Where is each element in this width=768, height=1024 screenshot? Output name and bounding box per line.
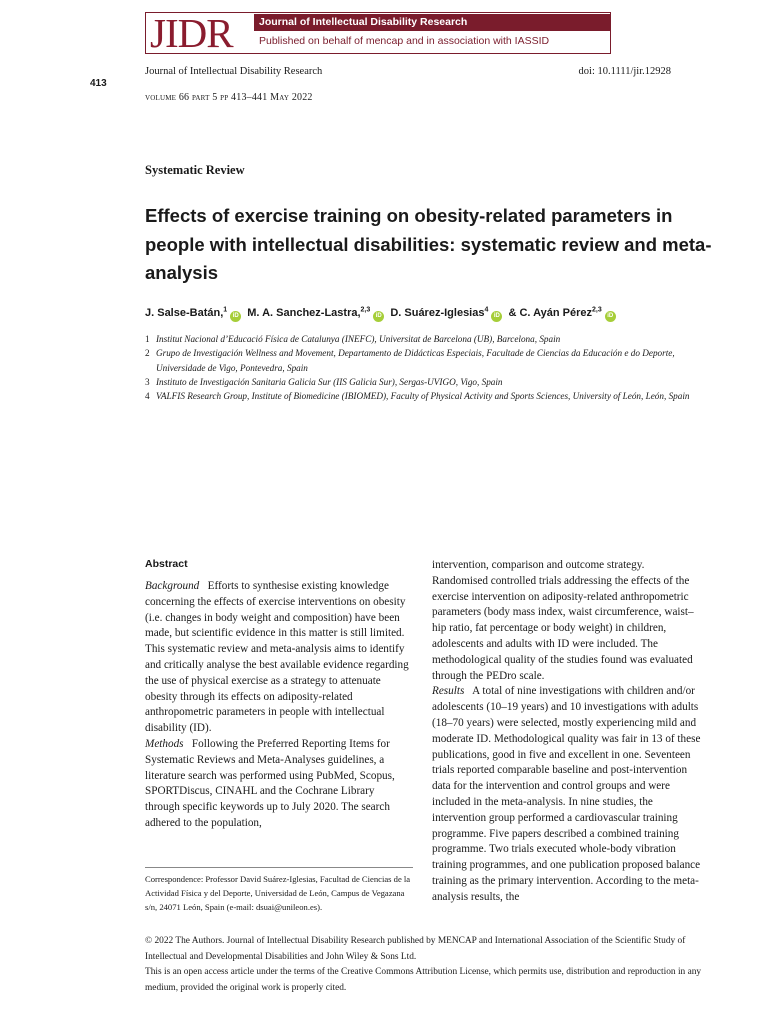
affiliation-item (145, 346, 705, 375)
footnote-divider (145, 867, 413, 868)
orcid-icon[interactable]: iD (373, 311, 384, 322)
author-name: D. Suárez-Iglesias (390, 307, 485, 319)
banner-publisher-line: Published on behalf of mencap and in association with IASSID (259, 35, 550, 47)
journal-banner (145, 12, 611, 54)
affiliation-text: Grupo de Investigación Wellness and Movement, Departamento de Didácticas Especiais, Facultade de Ciencias da Educación e do Deporte, Universidade de Vigo, Pontevedra, Spain (156, 348, 675, 373)
affiliation-number: 1 (145, 334, 150, 344)
author-affiliation-sup: 2,3 (360, 306, 371, 314)
abstract-methods-continued: intervention, comparison and outcome strategy. Randomised controlled trials addressing the effects of the exercise intervention on adiposity-related anthropometric parameters (body mass index, waist circumference, waist–hip ratio, fat percentage or body weight) in children, adolescents and adults with ID were included. The methodological quality of the studies found was evaluated through the PEDro scale. (432, 559, 694, 682)
section-text: Following the Preferred Reporting Items for Systematic Reviews and Meta-Analyses guidelines, a literature search was performed using PubMed, Scopus, SPORTDiscus, CINAHL and the Cochrane Library through specific keywords up to July 2020. The search adhered to the population, (145, 737, 395, 829)
journal-logo: JIDR (150, 10, 233, 56)
affiliation-text: VALFIS Research Group, Institute of Biomedicine (IBIOMED), Faculty of Physical Activity and Sports Sciences, University of León, León, Spain (156, 391, 690, 402)
banner-journal-title: Journal of Intellectual Disability Research (254, 14, 610, 31)
abstract-background (145, 579, 410, 737)
affiliation-text: Institut Nacional d’Educació Física de Catalunya (INEFC), Universitat de Barcelona (UB), Barcelona, Spain (156, 334, 561, 344)
abstract-methods (145, 737, 410, 832)
section-text: Efforts to synthesise existing knowledge concerning the effects of exercise interventions on obesity (i.e. changes in body weight and composition) have been made, but scientific evidence in this matter is still limited. This systematic review and meta-analysis aims to identify and critically analyse the best available evidence regarding the use of physical exercise as a strategy to attenuate obesity through its effects on adiposity-related anthropometric parameters in people with intellectual disability (ID). (145, 580, 409, 735)
author-affiliation-sup: 4 (484, 306, 489, 314)
volume-line: volume 66 part 5 pp 413–441 May 2022 (145, 92, 313, 103)
orcid-icon[interactable]: iD (230, 311, 241, 322)
article-title: Effects of exercise training on obesity-related parameters in people with intellectual disabilities: systematic review and meta-analysis (145, 205, 712, 283)
article-type: Systematic Review (145, 163, 245, 177)
affiliation-number: 3 (145, 376, 150, 387)
affiliation-item (145, 332, 705, 346)
doi[interactable]: doi: 10.1111/jir.12928 (578, 66, 671, 77)
author-affiliation-sup: 2,3 (592, 306, 602, 314)
abstract-column-right (432, 558, 703, 906)
section-label: Background (145, 580, 200, 592)
affiliation-number: 2 (145, 348, 150, 359)
abstract-results (432, 684, 703, 905)
page-footer (145, 934, 705, 996)
author-name: J. Salse-Batán, (145, 307, 224, 319)
author-name: M. A. Sanchez-Lastra, (247, 307, 361, 319)
affiliation-text: Instituto de Investigación Sanitaria Galicia Sur (IIS Galicia Sur), Sergas-UVIGO, Vigo, Spain (156, 376, 503, 387)
abstract-column-left (145, 579, 410, 832)
page-number: 413 (90, 78, 107, 89)
affiliation-item (145, 389, 705, 403)
author-affiliation-sup: 1 (223, 306, 228, 314)
author-name: & C. Ayán Pérez (508, 307, 593, 319)
orcid-icon[interactable]: iD (491, 311, 502, 322)
copyright-notice: © 2022 The Authors. Journal of Intellectual Disability Research published by MENCAP and International Association of the Scientific Study of Intellectual and Developmental Disabilities and John Wiley & Sons Ltd. (145, 936, 686, 962)
banner-text (254, 13, 610, 52)
abstract-heading: Abstract (145, 558, 188, 570)
license-notice: This is an open access article under the terms of the Creative Commons Attribution License, which permits use, distribution and reproduction in any medium, provided the original work is properly cited. (145, 967, 702, 993)
section-label: Methods (145, 737, 184, 750)
running-journal-name: Journal of Intellectual Disability Research (145, 66, 323, 77)
author-list (145, 305, 725, 322)
section-text: A total of nine investigations with children and/or adolescents (10–19 years) and 10 investigations with adults (18–70 years) were selected, mostly experiencing mild and moderate ID. Methodological quality was fair in 13 of these publications, good in five and excellent in one. Seventeen trials reported comparable baseline and post-intervention data for the intervention and control groups and were included in the meta-analysis. In nine studies, the intervention group performed a cardiovascular training programme. Five papers described a combined training programme. Two trials executed whole-body vibration training programmes, and one publication proposed balance training as the primary intervention. According to the meta-analysis results, the (432, 685, 701, 903)
affiliations (145, 332, 705, 403)
affiliation-item (145, 375, 705, 389)
affiliation-number: 4 (145, 391, 150, 402)
orcid-icon[interactable]: iD (605, 311, 616, 322)
correspondence-note: Correspondence: Professor David Suárez-Iglesias, Facultad de Ciencias de la Actividad Física y del Deporte, Universidad de León, Campus de Vegazana s/n, 24071 León, Spain (e-mail: dsuai@unileon.es). (145, 874, 411, 912)
section-label: Results (432, 685, 465, 698)
